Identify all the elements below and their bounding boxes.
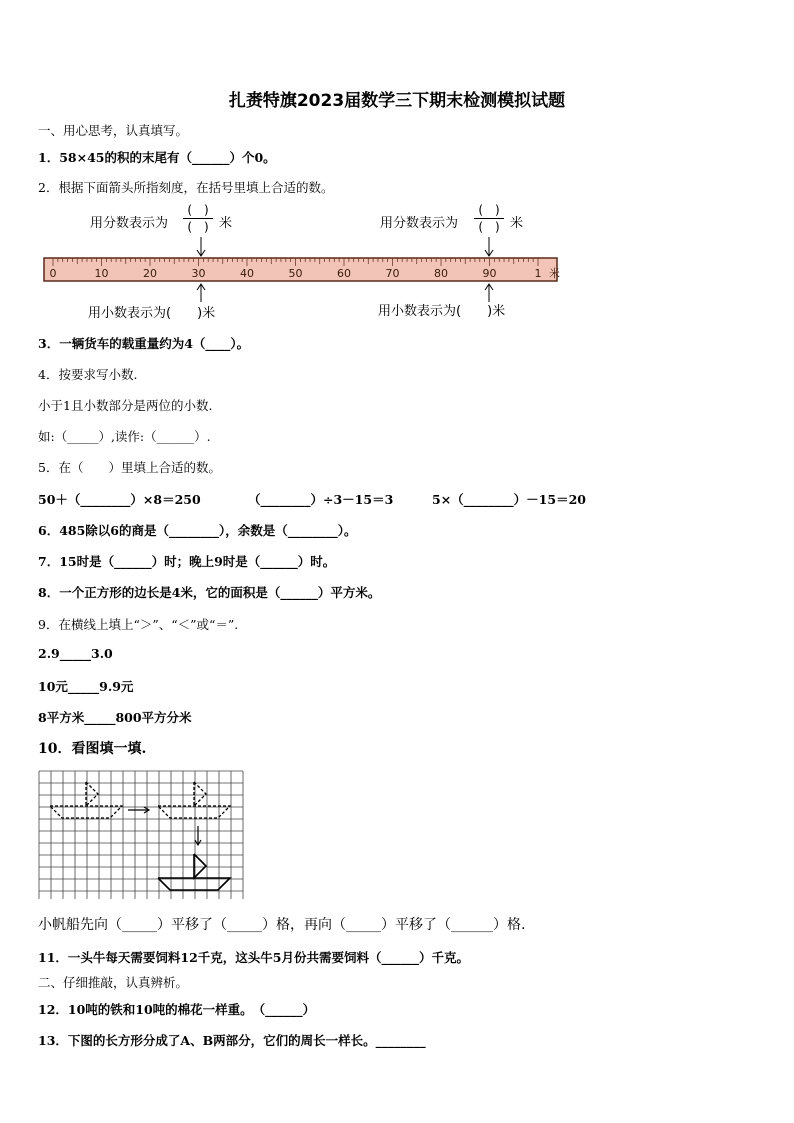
question-11: 11．一头牛每天需要饲料12千克，这头牛5月份共需要饲料（______）千克。: [38, 950, 469, 965]
ruler-tick-label: 30: [191, 267, 206, 280]
question-4-requirement: 小于1且小数部分是两位的小数.: [38, 398, 213, 413]
question-5-item-1: 50＋（________）×8＝250: [38, 492, 201, 507]
question-8: 8．一个正方形的边长是4米，它的面积是（______）平方米。: [38, 585, 381, 600]
unit-label-left: 米: [219, 216, 233, 231]
ruler-tick-label: 80: [434, 267, 448, 280]
question-5: 5．在（ ）里填上合适的数。: [38, 460, 221, 475]
page-title: 扎赉特旗2023届数学三下期末检测模拟试题: [228, 91, 566, 111]
ruler-tick-label: 40: [240, 267, 254, 280]
ruler-figure: [0, 225, 794, 345]
ruler-tick-label: 60: [337, 267, 351, 280]
unit-label-right: 米: [510, 216, 524, 231]
fraction-label-left: 用分数表示为: [90, 216, 169, 231]
question-9-item-2: 10元_____9.9元: [38, 679, 134, 694]
fraction-numerator: ( ): [187, 203, 209, 217]
fraction-numerator: ( ): [478, 203, 500, 217]
section-heading-1: 一、用心思考，认真填写。: [38, 123, 189, 138]
question-5-item-3: 5×（________）－15＝20: [432, 492, 586, 507]
question-7: 7．15时是（______）时；晚上9时是（______）时。: [38, 554, 336, 569]
decimal-label-right: 用小数表示为( )米: [378, 304, 506, 319]
ruler-tick-label: 50: [288, 267, 303, 280]
question-4-answer: 如:（_____）,读作:（______）.: [38, 429, 211, 444]
fraction-denominator: ( ): [187, 220, 209, 234]
section-heading-2: 二、仔细推敲，认真辨析。: [38, 975, 189, 990]
sailboat-grid-figure: [38, 770, 253, 901]
ruler-tick-label: 20: [143, 267, 157, 280]
ruler-tick-label: 90: [482, 267, 497, 280]
ruler-end-unit: 米: [549, 267, 560, 280]
question-9: 9．在横线上填上“＞”、“＜”或“＝”.: [38, 617, 239, 632]
question-10-text: 小帆船先向（_____）平移了（_____）格，再向（_____）平移了（______）格.: [38, 917, 526, 933]
decimal-label-left: 用小数表示为( )米: [88, 306, 216, 321]
ruler-tick-label: 1: [534, 267, 542, 280]
fraction-label-right: 用分数表示为: [380, 216, 459, 231]
question-10: 10．看图填一填.: [38, 741, 147, 757]
question-9-item-3: 8平方米_____800平方分米: [38, 710, 192, 725]
ruler-tick-label: 70: [385, 267, 400, 280]
question-4: 4．按要求写小数.: [38, 367, 138, 382]
question-2: 2．根据下面箭头所指刻度，在括号里填上合适的数。: [38, 180, 334, 195]
question-12: 12．10吨的铁和10吨的棉花一样重。 （______）: [38, 1002, 316, 1017]
question-1: 1．58×45的积的末尾有（______）个0。: [38, 150, 276, 165]
ruler-tick-label: 10: [94, 267, 109, 280]
question-13: 13．下图的长方形分成了A、B两部分，它们的周长一样长。________: [38, 1033, 426, 1048]
fraction-denominator: ( ): [478, 220, 500, 234]
question-9-item-1: 2.9_____3.0: [38, 646, 113, 661]
question-6: 6．485除以6的商是（________），余数是（________）。: [38, 523, 357, 538]
question-5-item-2: （________）÷3－15＝3: [248, 492, 394, 507]
ruler-tick-label: 0: [49, 267, 57, 280]
question-3: 3．一辆货车的载重量约为4（____）。: [38, 336, 250, 351]
